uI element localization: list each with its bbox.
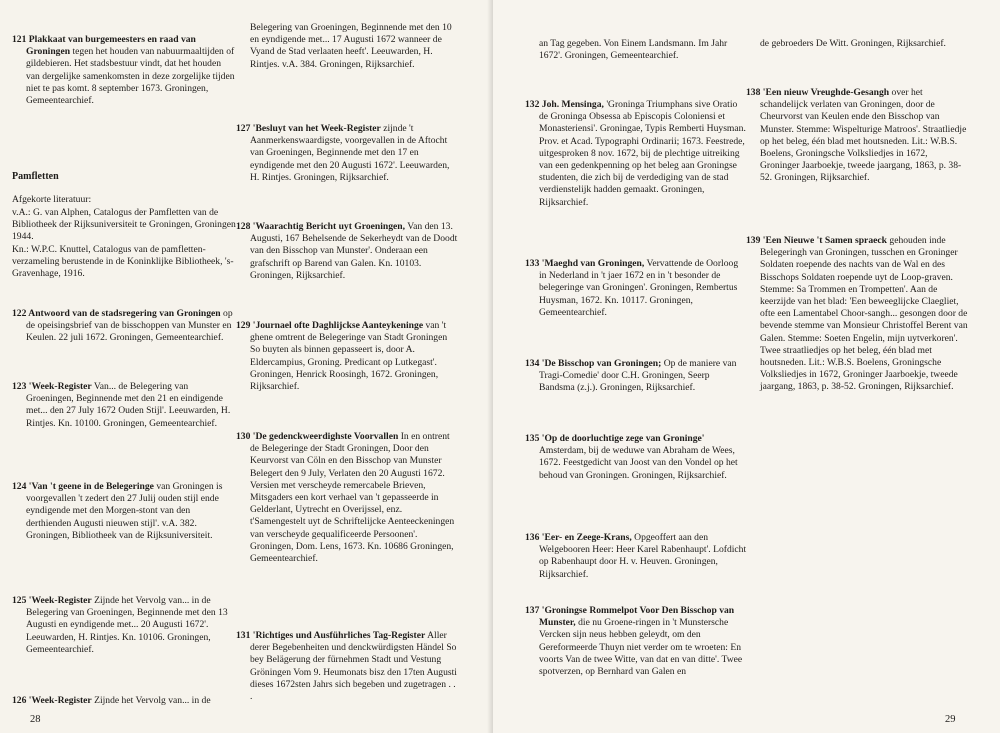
entry-heading: 128 'Waarachtig Bericht uyt Groeningen,: [236, 221, 406, 232]
entry-129: [236, 320, 458, 393]
entry-body: Op de maniere van Tragi-Comedie' door C.H. Groningen, Seerp Bandsma (z.j.). Groningen, Rijksarchief.: [539, 358, 737, 394]
entry-127: [236, 123, 458, 184]
entry-body: Zijnde het Vervolg van... in de: [94, 695, 211, 706]
entry-135: [525, 433, 747, 482]
entry-heading: 122 Antwoord van de stadsregering van Groningen: [12, 308, 221, 319]
entry-body: Vervattende de Oorloog in Nederland in 't jaer 1672 en in 't besonder de belegeringe van Groningen'. Groningen, Rembertus Huysman, 1672. Kn. 10117. Groningen, Gemeentearchief.: [539, 258, 739, 318]
entry-137-continued: [746, 38, 946, 50]
entry-126-continued: [236, 22, 458, 71]
entry-body: die nu Groene-ringen in 't Munstersche Vercken sijn neus hebben geleydt, om den Gereformeerde Thuyn niet verder om te wroeten: En voorts Van de twee Witte, van dat en van ditte'. Twee spotverzen, op Bernhard van Galen en: [539, 617, 743, 678]
entry-126: [12, 695, 211, 707]
entry-121: [12, 34, 237, 107]
entry-130: [236, 431, 458, 565]
entry-body: Belegering van Groeningen, Beginnende met den 10 en eyndigende met... 17 Augusti 1672 wanneer de Vyand de Stad verlaaten heeft'. Leeuwarden, H. Rintjes. v.A. 384. Groningen, Rijksarchief.: [250, 22, 452, 70]
abbreviation-kn: Kn.: W.P.C. Knuttel, Catalogus van de pamfletten-verzameling berustende in de Koninklijke Bibliotheek, 's-Gravenhage, 1916.: [12, 244, 234, 280]
entry-heading: 133 'Maeghd van Groningen,: [525, 258, 645, 269]
entry-heading: 136 'Eer- en Zeege-Krans,: [525, 532, 632, 543]
entry-heading: 127 'Besluyt van het Week-Register: [236, 123, 381, 134]
entry-138: [746, 87, 968, 185]
section-title: Pamfletten: [12, 171, 59, 182]
entry-heading: 132 Joh. Mensinga,: [525, 99, 604, 110]
entry-heading: 138 'Een nieuw Vreughde-Gesangh: [746, 87, 890, 98]
entry-body: Zijnde het Vervolg van... in de Belegering van Groeningen, Beginnende met den 13 Augusti en eyndigende met... 20 Augusti 1672'. Leeuwarden, H. Rintjes. Kn. 10106. Groningen, Gemeentearchief.: [26, 595, 228, 655]
entry-heading: 121 Plakkaat van burgemeesters en raad van Groningen: [12, 34, 196, 58]
page-number: 29: [945, 714, 956, 725]
entry-body: Van... de Belegering van Groeningen, Beginnende met den 21 en eindigende met... den 27 July 1672 Ouden Stijl'. Leeuwarden, H. Rintjes. Kn. 10100. Groningen, Gemeentearchief.: [26, 381, 231, 429]
entry-body: van Groningen is voorgevallen 't zedert den 27 Julij ouden stijl ende eyndigende met den Morgen-stont van den derthienden Augusti nieuwen stijl'. v.A. 382. Groningen, Bibliotheek van de Rijksuniversiteit.: [26, 481, 223, 541]
entry-heading: 131 'Richtiges und Ausführliches Tag-Register: [236, 630, 426, 641]
entry-137: [525, 605, 747, 678]
entry-131-continued: [525, 38, 747, 62]
entry-heading: 134 'De Bisschop van Groningen;: [525, 358, 662, 369]
entry-132: [525, 99, 747, 209]
entry-body: de gebroeders De Witt. Groningen, Rijksarchief.: [760, 38, 946, 49]
entry-125: [12, 595, 237, 656]
entry-body: Opgeoffert aan den Welgebooren Heer: Heer Karel Rabenhaupt'. Lofdicht op Rabenhaupt door H. v. Heuven. Groningen, Rijksarchief.: [539, 532, 747, 580]
entry-body: In en ontrent de Belegeringe der Stadt Groningen, Door den Keurvorst van Cöln en den Bisschop van Munster Belegert den 9 July, Verlaten den 20 Augusti 1672. Versien met verscheyde remercabele Brieven, Mitsgaders een kort verhael van 't gepasseerde in Gelderlant, Uytrecht en Overijssel, enz. t'Samengestelt uyt de Schriftelijcke Aenteeckeningen van verscheyde gequalificeerde Persoonen'. Groningen, Dom. Lens, 1673. Kn. 10686 Groningen, Gemeentearchief.: [250, 431, 455, 565]
entry-136: [525, 532, 747, 581]
entry-heading: 126 'Week-Register: [12, 695, 92, 706]
abbreviation-va: v.A.: G. van Alphen, Catalogus der Pamfletten van de Bibliotheek der Rijksuniversiteit te Groningen, Groningen 1944.: [12, 207, 236, 243]
abbreviations-intro: Afgekorte literatuur:: [12, 194, 92, 205]
entry-body: an Tag gegeben. Von Einem Landsmann. Im Jahr 1672'. Groningen, Gemeentearchief.: [539, 38, 728, 62]
entry-body: van 't ghene omtrent de Belegeringe van Stadt Groningen So buyten als binnen gepasseert is, door A. Eldercampius, Groning. Predicant op Lutkegast'. Groningen, Henrick Roosingh, 1672. Groningen, Rijksarchief.: [250, 320, 448, 393]
entry-131: [236, 630, 458, 703]
entry-body: Amsterdam, bij de weduwe van Abraham de Wees, 1672. Feestgedicht van Joost van den Vondel op het behoud van Groningen. Groningen, Rijksarchief.: [539, 445, 738, 481]
entry-heading: 124 'Van 't geene in de Belegeringe: [12, 481, 154, 492]
entry-body: 'Groninga Triumphans sive Oratio de Groninga Obsessa ab Episcopis Coloniensi et Monasteriensi'. Groningae, Typis Remberti Huysman. Prov. et Acad. Typographi Ordinarii; 1673. Feestrede, uitgesproken 8 nov. 1672, bij de plechtige uitreiking van een gedenkpenning op het beleg aan Groningse studenten, die zich bij de verdediging van de stad verdienstelijk hadden gemaakt. Groningen, Rijksarchief.: [539, 99, 746, 208]
entry-heading: 139 'Een Nieuwe 't Samen spraeck: [746, 235, 887, 246]
entry-body: Van den 13. Augusti, 167 Behelsende de Sekerheydt van de Doodt van den Bisschop van Munster'. Onderaan een grafschrift op Barend van Galen. Kn. 10103. Groningen, Rijksarchief.: [250, 221, 458, 281]
entry-123: [12, 381, 237, 430]
left-page: [0, 0, 493, 733]
entry-body: op de opeisingsbrief van de bisschoppen van Munster en Keulen. 22 juli 1672. Groningen, Gemeentearchief.: [26, 308, 233, 344]
entry-122: [12, 308, 237, 345]
entry-body: zijnde 't Aanmerkenswaardigste, voorgevallen in de Aftocht van Groeningen, Beginnende met den 17 en eyndigende met den 20 Augusti 1672'. Leeuwarden, H. Rintjes. Groningen, Rijksarchief.: [250, 123, 450, 183]
entry-128: [236, 221, 458, 282]
entry-body: over het schandelijck verlaten van Groningen, door de Cheurvorst van Keulen ende den Bisschop van Munster. Stemme: Wispelturige Matroos'. Straatliedje op het beleg, één blad met houtsneden. Lit.: W.B.S. Boelens, Groningsche Volksliedjes in 1672, Groninger Jaarboekje, tweede jaargang, 1863, p. 38-52. Groningen, Rijksarchief.: [760, 87, 967, 184]
entry-133: [525, 258, 747, 319]
entry-134: [525, 358, 747, 395]
entry-heading: 129 'Journael ofte Daghlijckse Aanteykeninge: [236, 320, 424, 331]
entry-body: gehouden inde Belegeringh van Groningen, tusschen en Groninger Soldaten roepende des nachts van de Wal en des Bisschops Soldaten roepende uyt de Loop-graven. Stemme: Sa Trommen en Trompetten'. Aan de keerzijde van het blad: 'Een beweeglijcke Claegliet, ofte een Lamentabel Choor-sangh... gesongen door de bevende stemme van Monsieur Christoffel Berent van Galen. Stemme: Soeten Engelin, mijn uytverkoren'. Twee straatliedjes op het beleg, één blad met houtsneden. Lit.: W.B.S. Boelens, Groningsche Volksliedjes in 1672, Groninger Jaarboekje, tweede jaargang, 1863, p. 38-52. Groningen, Rijksarchief.: [760, 235, 968, 393]
entry-body: tegen het houden van nabuurmaaltijden of gildebieren. Het stadsbestuur vindt, dat het houden van dergelijke samenkomsten in deze zorgelijke tijden niet te pas komt. 8 september 1673. Groningen, Gemeentearchief.: [26, 46, 235, 107]
entry-heading: 125 'Week-Register: [12, 595, 92, 606]
entry-heading: 130 'De gedenckweerdighste Voorvallen: [236, 431, 399, 442]
entry-heading: 135 'Op de doorluchtige zege van Groninge': [525, 433, 705, 444]
entry-heading: 137 'Groningse Rommelpot Voor Den Bisschop van Munster,: [525, 605, 735, 629]
entry-body: Aller derer Begebenheiten und denckwürdigsten Händel So bey Belägerung der fürnehmen Stadt und Vestung Gröningen Vom 9. Heumonats bisz den 17ten Augusti dieses 1672sten Jahrs sich begeben und zugetragen . . .: [250, 630, 457, 703]
page-number: 28: [30, 714, 41, 725]
entry-139: [746, 235, 968, 394]
entry-124: [12, 481, 237, 542]
entry-heading: 123 'Week-Register: [12, 381, 92, 392]
right-page: [493, 0, 1000, 733]
